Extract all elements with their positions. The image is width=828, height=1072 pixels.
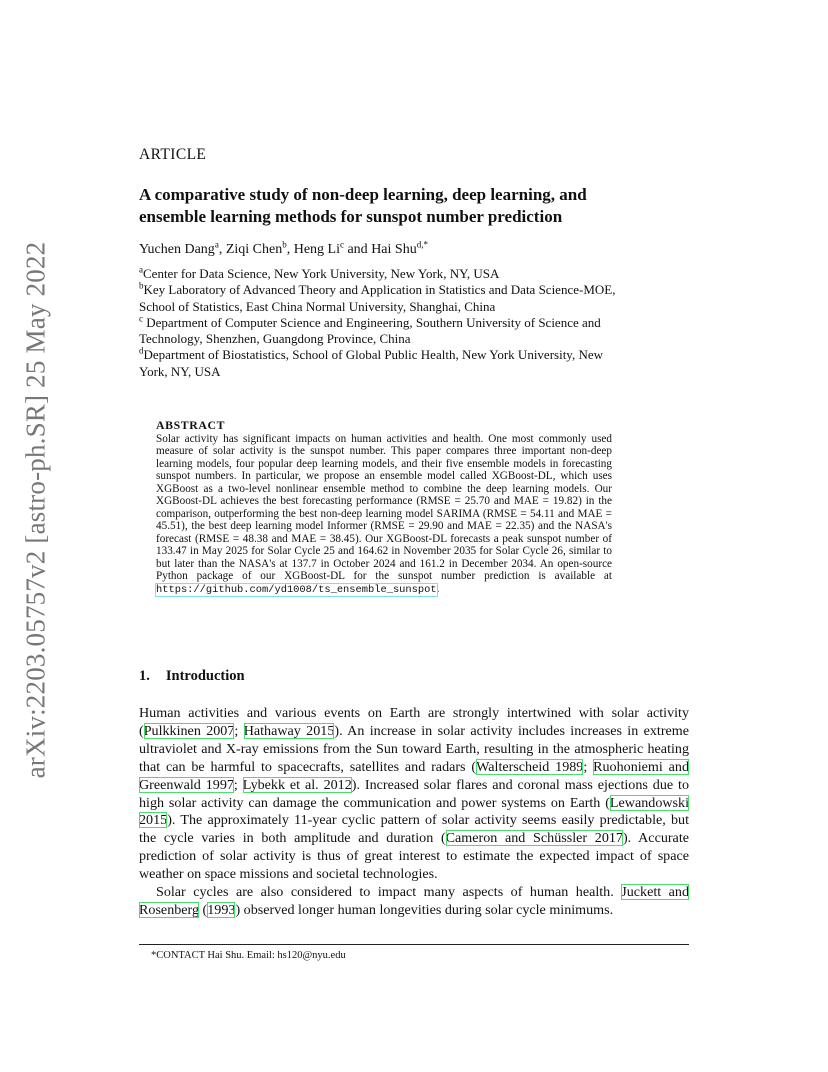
author-affil-mark: c xyxy=(339,239,344,250)
affiliation-c: $^c$ Department of Computer Science and Engineering, Southern University of Science and Technology, Shenzhen, Guangdong Province, China xyxy=(139,313,601,347)
citation-link[interactable]: Pulkkinen 2007 xyxy=(143,722,235,739)
citation-link[interactable]: Lewandowski 2015 xyxy=(139,794,689,829)
paper-title xyxy=(139,184,699,228)
corresponding-author-footnote: *CONTACT Hai Shu. Email: hs120@nyu.edu xyxy=(151,950,346,961)
author-affil-mark: b xyxy=(282,239,287,250)
author-separator: , xyxy=(286,242,294,257)
citation-link[interactable]: Juckett and Rosenberg xyxy=(139,884,689,918)
citation-link[interactable]: Cameron and Schüssler 2017 xyxy=(445,830,623,847)
paragraph: Solar cycles are also considered to impact many aspects of human health. Juckett and Rosenberg (1993) observed longer human longevities during solar cycle minimums. xyxy=(139,884,689,918)
affiliation-mark: d xyxy=(139,346,144,357)
author-affil-mark: d,* xyxy=(416,239,428,250)
affiliation-d: $^d$Department of Biostatistics, School of Global Public Health, New York University, New York, NY, USA xyxy=(139,346,604,379)
github-link[interactable]: https://github.com/yd1008/ts_ensemble_sunspot xyxy=(156,583,437,596)
citation-link[interactable]: Lybekk et al. 2012 xyxy=(242,776,352,793)
affiliation-mark: c xyxy=(139,313,143,324)
affiliation-list xyxy=(139,266,699,380)
paper-title-line-2: ensemble learning methods for sunspot number prediction xyxy=(139,207,563,226)
affiliation-mark: a xyxy=(139,264,143,275)
author-affil-mark: a xyxy=(214,239,219,250)
affiliation-a: $^a$Center for Data Science, New York University, New York, NY, USA xyxy=(139,264,500,281)
abstract-heading: ABSTRACT xyxy=(156,418,226,432)
introduction-body xyxy=(139,705,689,920)
citation-link[interactable]: Ruohoniemi and Greenwald 1997 xyxy=(139,758,689,793)
author-name: Heng Li xyxy=(293,242,340,257)
citation-link[interactable]: 1993 xyxy=(207,901,236,918)
author-name: Ziqi Chen xyxy=(225,242,283,257)
footnote-divider xyxy=(139,944,689,945)
section-title: Introduction xyxy=(165,668,245,684)
affiliation-mark: b xyxy=(139,280,144,291)
paragraph: Human activities and various events on Earth are strongly intertwined with solar activity (Pulkkinen 2007; Hathaway 2015). An increase in solar activity includes increases in extreme ultraviolet and X-ray emissions from the Sun toward Earth, resulting in the atmospheric heating that can be harmful to spacecrafts, satellites and radars (Walterscheid 1989; Ruohoniemi and Greenwald 1997; Lybekk et al. 2012). Increased solar flares and coronal mass ejections due to high solar activity can damage the communication and power systems on Earth (Lewandowski 2015). The approximately 11-year cyclic pattern of solar activity seems easily predictable, but the cycle varies in both amplitude and duration (Cameron and Schüssler 2017). Accurate prediction of solar activity is thus of great interest to estimate the expected impact of space weather on space missions and societal technologies. xyxy=(139,705,689,883)
author-separator: , xyxy=(218,242,226,257)
citation-link[interactable]: Walterscheid 1989 xyxy=(476,758,584,775)
abstract-block: ABSTRACT Solar activity has significant impacts on human activities and health. One most commonly used measure of solar activity is the sunspot number. This paper compares three important non-deep learning models, four popular deep learning models, and their five ensemble models in forecasting sunspot numbers. In particular, we propose an ensemble model called XGBoost-DL, which uses XGBoost as a two-level nonlinear ensemble method to combine the deep learning models. Our XGBoost-DL achieves the best forecasting performance (RMSE = 25.70 and MAE = 19.82) in the comparison, outperforming the best non-deep learning model SARIMA (RMSE = 54.11 and MAE = 45.51), the best deep learning model Informer (RMSE = 29.90 and MAE = 22.35) and the NASA's forecast (RMSE = 48.38 and MAE = 38.45). Our XGBoost-DL forecasts a peak sunspot number of 133.47 in May 2025 for Solar Cycle 25 and 164.62 in November 2035 for Solar Cycle 26, similar to but later than the NASA's at 137.7 in October 2024 and 161.2 in December 2034. An open-source Python package of our XGBoost-DL for the sunspot number prediction is available at https://github.com/yd1008/ts_ensemble_sunspot. xyxy=(156,418,612,596)
author-separator: and xyxy=(343,242,372,257)
author-name: Yuchen Dang xyxy=(139,242,215,257)
author-name: Hai Shu xyxy=(371,242,417,257)
section-heading-introduction xyxy=(139,668,245,685)
section-number: 1. xyxy=(139,668,150,684)
abstract-text: Solar activity has significant impacts on human activities and health. One most commonly used measure of solar activity is the sunspot number. This paper compares three important non-deep learning models, four popular deep learning models, and their five ensemble models in forecasting sunspot numbers. In particular, we propose an ensemble model called XGBoost-DL, which uses XGBoost as a two-level nonlinear ensemble method to combine the deep learning models. Our XGBoost-DL achieves the best forecasting performance (RMSE = 25.70 and MAE = 19.82) in the comparison, outperforming the best non-deep learning model SARIMA (RMSE = 54.11 and MAE = 45.51), the best deep learning model Informer (RMSE = 29.90 and MAE = 22.35) and the NASA's forecast (RMSE = 48.38 and MAE = 38.45). Our XGBoost-DL forecasts a peak sunspot number of 133.47 in May 2025 for Solar Cycle 25 and 164.62 in November 2035 for Solar Cycle 26, similar to but later than the NASA's at 137.7 in October 2024 and 161.2 in December 2034. An open-source Python package of our XGBoost-DL for the sunspot number prediction is available at xyxy=(156,432,612,582)
author-list xyxy=(139,239,428,258)
article-type-label: ARTICLE xyxy=(139,146,207,163)
arxiv-sidebar-stamp xyxy=(12,240,60,780)
citation-link[interactable]: Hathaway 2015 xyxy=(243,722,335,739)
paper-title-line-1: A comparative study of non-deep learning, deep learning, and xyxy=(139,185,587,204)
arxiv-identifier: arXiv:2203.05757v2 [astro-ph.SR] 25 May 2022 xyxy=(20,241,51,779)
affiliation-b: $^b$Key Laboratory of Advanced Theory and Application in Statistics and Data Science-MOE, School of Statistics, East China Normal University, Shanghai, China xyxy=(139,280,616,314)
